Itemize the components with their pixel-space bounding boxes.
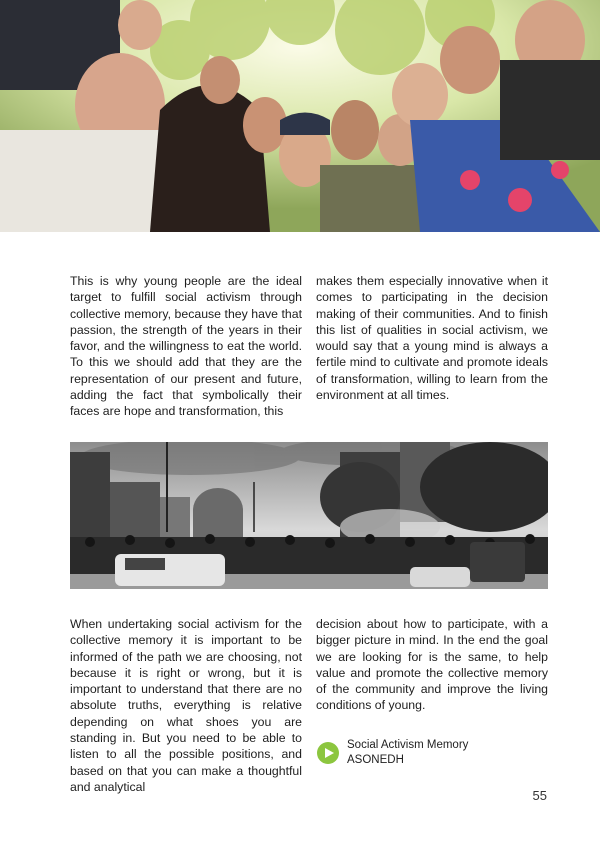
paragraph: makes them especially innovative when it comes to participating in the decision making of their communities. And to finish this list of qualities in social activism, we would say that a young mind is always a fertile mind to cultivate and promote ideals of transformation, willing to learn from the environment at all times. [316, 274, 548, 403]
group-photo [0, 0, 600, 232]
text-column-1 [70, 273, 302, 420]
crowd-photo [70, 442, 548, 589]
paragraph: When undertaking social activism for the collective memory it is important to be informed of the path we are choosing, not because it is right or wrong, but it is important to understand that there are no absolute truths, everything is relative depending on what shoes you are standing in. But you need to be able to listen to all the possible positions, and based on that you can make a thoughtful and analytical [70, 617, 302, 794]
caption-title: Social Activism Memory [347, 739, 469, 751]
crowd-photo-illustration [70, 442, 548, 589]
text-column-3 [70, 616, 302, 795]
paragraph: decision about how to participate, with a bigger picture in mind. In the end the goal we are looking for is the same, to help value and promote the collective memory of the community and improve the living conditions of young. [316, 617, 548, 713]
text-column-2 [316, 273, 548, 403]
caption-source: ASONEDH [347, 754, 404, 766]
paragraph: This is why young people are the ideal target to fulfill social activism through collective memory, because they have that passion, the strength of the years in their favor, and the willingness to eat the world. To this we should add that they are the representation of our present and future, adding the fact that symbolically their faces are hope and transformation, this [70, 274, 302, 419]
page-number: 55 [532, 788, 547, 803]
video-link[interactable] [317, 738, 468, 768]
play-icon[interactable] [317, 742, 339, 764]
video-link-label [347, 738, 468, 768]
text-column-4 [316, 616, 548, 714]
group-photo-illustration [0, 0, 600, 232]
